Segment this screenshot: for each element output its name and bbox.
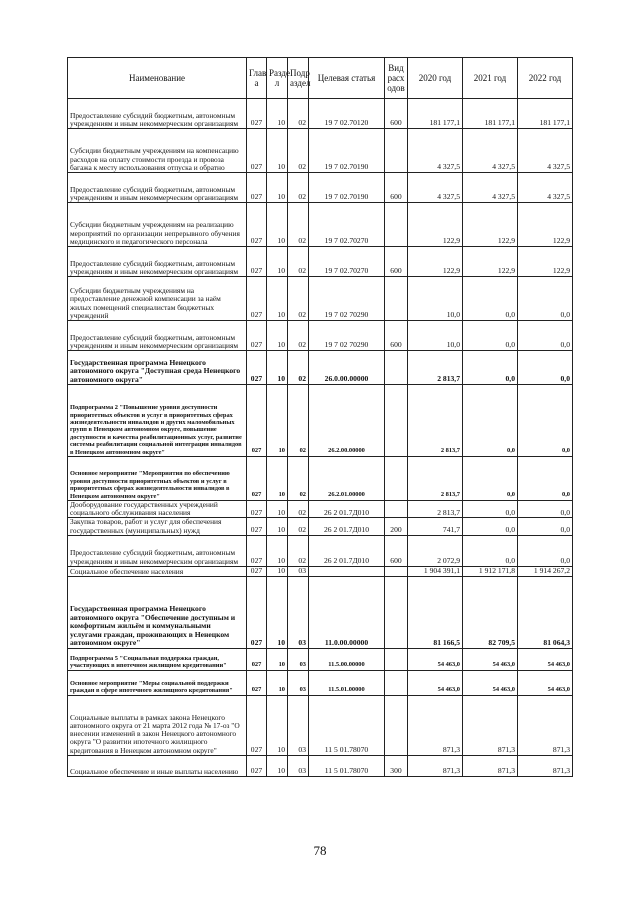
cell-podrazdel: 02 [288,247,309,277]
cell-razdel: 10 [267,173,288,203]
cell-vid [385,203,408,247]
cell-2020: 10,0 [408,321,463,351]
cell-2021: 0,0 [463,321,518,351]
cell-podrazdel: 02 [288,535,309,566]
cell-razdel: 10 [267,670,288,695]
cell-vid: 600 [385,99,408,129]
cell-2022: 0,0 [518,518,573,535]
cell-razdel: 10 [267,501,288,518]
cell-2022: 0,0 [518,385,573,457]
cell-2022: 4 327,5 [518,129,573,173]
cell-name: Основное мероприятие "Мероприятия по обеспечению уровня доступности приоритетных объектов и услуг в приоритетных сферах жизнедеятельности инвалидов в Ненецком автономном округе" [68,457,247,501]
cell-razdel: 10 [267,566,288,576]
cell-glava: 027 [247,277,267,321]
cell-glava: 027 [247,501,267,518]
cell-2020: 122,9 [408,247,463,277]
cell-razdel: 10 [267,203,288,247]
cell-razdel: 10 [267,576,288,648]
cell-2020: 81 166,5 [408,576,463,648]
cell-vid [385,129,408,173]
cell-podrazdel: 03 [288,695,309,755]
header-name: Наименование [68,58,247,99]
cell-podrazdel: 02 [288,99,309,129]
cell-target: 19 7 02.70120 [309,99,385,129]
cell-name: Предоставление субсидий бюджетным, автономным учреждениям и иным некоммерческим организациям [68,535,247,566]
cell-2021: 82 709,5 [463,576,518,648]
cell-razdel: 10 [267,457,288,501]
cell-target: 19 7 02.70270 [309,203,385,247]
cell-2021: 54 463,0 [463,670,518,695]
cell-target: 11 5 01.78070 [309,755,385,776]
cell-2020: 871,3 [408,695,463,755]
cell-podrazdel: 03 [288,755,309,776]
cell-vid [385,576,408,648]
cell-target: 11.5.01.00000 [309,670,385,695]
header-2021: 2021 год [463,58,518,99]
cell-razdel: 10 [267,518,288,535]
cell-name: Субсидии бюджетным учреждениям на компенсацию расходов на оплату стоимости проезда и провоза багажа к месту использования отпуска и обратно [68,129,247,173]
cell-podrazdel: 03 [288,566,309,576]
cell-2020: 2 072,9 [408,535,463,566]
table-row [68,501,573,518]
cell-vid [385,566,408,576]
header-glava: Глав а [247,58,267,99]
cell-2021: 181 177,1 [463,99,518,129]
cell-name: Дооборудование государственных учреждений социального обслуживания населения [68,501,247,518]
cell-2020: 2 813,7 [408,385,463,457]
header-2020: 2020 год [408,58,463,99]
cell-2020: 2 813,7 [408,457,463,501]
table-header-row [68,58,573,99]
cell-name: Подпрограмма 2 "Повышение уровня доступности приоритетных объектов и услуг в приоритетных сферах жизнедеятельности инвалидов и других маломобильных групп в Ненецком автономном округе, повышение доступности и качества реабилитационных услуг, развитие системы реабилитации социальной интеграции инвалидов в Ненецком автономном округе" [68,385,247,457]
header-podrazdel: Подр аздел [288,58,309,99]
cell-vid: 200 [385,518,408,535]
cell-razdel: 10 [267,247,288,277]
cell-target: 19 7 02.70190 [309,173,385,203]
cell-name: Государственная программа Ненецкого автономного округа "Доступная среда Ненецкого автономного округа" [68,351,247,385]
cell-razdel: 10 [267,535,288,566]
cell-name: Социальные выплаты в рамках закона Ненецкого автономного округа от 21 марта 2012 года № 17-оз "О внесении изменений в закон Ненецкого автономного округа "О развитии ипотечного жилищного кредитования в Ненецком автономном округе" [68,695,247,755]
cell-razdel: 10 [267,695,288,755]
cell-name: Предоставление субсидий бюджетным, автономным учреждениям и иным некоммерческим организациям [68,247,247,277]
cell-glava: 027 [247,648,267,670]
table-row [68,566,573,576]
cell-podrazdel: 03 [288,670,309,695]
cell-2021: 0,0 [463,385,518,457]
cell-2022: 122,9 [518,203,573,247]
cell-vid: 600 [385,321,408,351]
cell-vid [385,670,408,695]
cell-glava: 027 [247,755,267,776]
cell-name: Основное мероприятие "Меры социальной поддержки граждан в сфере ипотечного жилищного кредитования" [68,670,247,695]
cell-name: Предоставление субсидий бюджетным, автономным учреждениям и иным некоммерческим организациям [68,173,247,203]
cell-2020: 1 904 391,1 [408,566,463,576]
cell-target: 26.2.00.00000 [309,385,385,457]
table-row [68,277,573,321]
cell-name: Предоставление субсидий бюджетным, автономным учреждениям и иным некоммерческим организациям [68,99,247,129]
cell-2020: 871,3 [408,755,463,776]
header-vid: Вид расх одов [385,58,408,99]
cell-podrazdel: 02 [288,385,309,457]
cell-glava: 027 [247,566,267,576]
cell-2021: 0,0 [463,277,518,321]
cell-2020: 741,7 [408,518,463,535]
table-row [68,99,573,129]
cell-vid [385,385,408,457]
cell-vid: 600 [385,247,408,277]
cell-2022: 1 914 267,2 [518,566,573,576]
cell-2020: 4 327,5 [408,173,463,203]
cell-2021: 4 327,5 [463,173,518,203]
table-row [68,518,573,535]
cell-vid [385,277,408,321]
budget-table [67,57,573,777]
cell-glava: 027 [247,129,267,173]
cell-podrazdel: 03 [288,648,309,670]
cell-2021: 4 327,5 [463,129,518,173]
cell-glava: 027 [247,247,267,277]
cell-target: 26.2.01.00000 [309,457,385,501]
table-row [68,457,573,501]
cell-podrazdel: 02 [288,277,309,321]
cell-2022: 871,3 [518,695,573,755]
cell-razdel: 10 [267,321,288,351]
cell-vid: 600 [385,173,408,203]
cell-2021: 0,0 [463,501,518,518]
cell-razdel: 10 [267,129,288,173]
cell-2022: 0,0 [518,277,573,321]
cell-target: 26 2 01.7Д010 [309,501,385,518]
cell-name: Социальное обеспечение и иные выплаты населению [68,755,247,776]
cell-target: 19 7 02 70290 [309,321,385,351]
table-row [68,351,573,385]
cell-2021: 0,0 [463,351,518,385]
table-row [68,670,573,695]
cell-name: Субсидии бюджетным учреждениям на предоставление денежной компенсации за наём жилых помещений специалистам бюджетных учреждений [68,277,247,321]
cell-target: 11.5.00.00000 [309,648,385,670]
cell-podrazdel: 02 [288,351,309,385]
cell-name: Подпрограмма 5 "Социальная поддержка граждан, участвующих в ипотечном жилищном кредитовании" [68,648,247,670]
cell-razdel: 10 [267,99,288,129]
cell-podrazdel: 02 [288,321,309,351]
cell-podrazdel: 02 [288,203,309,247]
cell-2022: 181 177,1 [518,99,573,129]
cell-target: 19 7 02.70270 [309,247,385,277]
table-row [68,321,573,351]
table-row [68,173,573,203]
cell-2022: 81 064,3 [518,576,573,648]
cell-2020: 122,9 [408,203,463,247]
table-row [68,129,573,173]
cell-glava: 027 [247,576,267,648]
cell-glava: 027 [247,695,267,755]
table-row [68,385,573,457]
cell-target [309,566,385,576]
cell-vid [385,501,408,518]
cell-2020: 2 813,7 [408,501,463,518]
cell-2020: 4 327,5 [408,129,463,173]
cell-2022: 122,9 [518,247,573,277]
cell-razdel: 10 [267,277,288,321]
table-row [68,247,573,277]
cell-vid [385,648,408,670]
cell-2021: 1 912 171,8 [463,566,518,576]
cell-2022: 871,3 [518,755,573,776]
cell-name: Социальное обеспечение населения [68,566,247,576]
cell-2021: 122,9 [463,203,518,247]
cell-vid: 300 [385,755,408,776]
cell-glava: 027 [247,351,267,385]
cell-2021: 54 463,0 [463,648,518,670]
cell-target: 26 2 01.7Д010 [309,518,385,535]
cell-2022: 0,0 [518,535,573,566]
table-body [68,99,573,777]
cell-podrazdel: 02 [288,501,309,518]
cell-2021: 0,0 [463,457,518,501]
cell-razdel: 10 [267,648,288,670]
cell-2021: 0,0 [463,535,518,566]
cell-2021: 871,3 [463,755,518,776]
header-2022: 2022 год [518,58,573,99]
cell-glava: 027 [247,173,267,203]
table-row [68,203,573,247]
cell-target: 11 5 01.78070 [309,695,385,755]
cell-name: Субсидии бюджетным учреждениям на реализацию мероприятий по организации непрерывного обучения медицинского и педагогического персонала [68,203,247,247]
cell-2022: 0,0 [518,321,573,351]
cell-podrazdel: 02 [288,173,309,203]
cell-2020: 54 463,0 [408,648,463,670]
cell-2022: 0,0 [518,457,573,501]
table-row [68,535,573,566]
cell-glava: 027 [247,535,267,566]
cell-2020: 10,0 [408,277,463,321]
cell-2022: 0,0 [518,501,573,518]
cell-2020: 54 463,0 [408,670,463,695]
cell-glava: 027 [247,99,267,129]
cell-target: 26.0.00.00000 [309,351,385,385]
header-target: Целевая статья [309,58,385,99]
cell-podrazdel: 02 [288,518,309,535]
cell-2022: 54 463,0 [518,648,573,670]
cell-vid [385,351,408,385]
cell-2021: 871,3 [463,695,518,755]
cell-glava: 027 [247,457,267,501]
table-row [68,755,573,776]
cell-name: Государственная программа Ненецкого автономного округа "Обеспечение доступным и комфортным жильём и коммунальными услугами граждан, проживающих в Ненецком автономном округе" [68,576,247,648]
cell-target: 19 7 02.70190 [309,129,385,173]
table-row [68,695,573,755]
cell-2021: 122,9 [463,247,518,277]
cell-vid: 600 [385,535,408,566]
cell-target: 11.0.00.00000 [309,576,385,648]
cell-glava: 027 [247,385,267,457]
cell-2021: 0,0 [463,518,518,535]
cell-podrazdel: 02 [288,129,309,173]
cell-podrazdel: 02 [288,457,309,501]
cell-2022: 4 327,5 [518,173,573,203]
table-row [68,648,573,670]
cell-razdel: 10 [267,385,288,457]
table-row [68,576,573,648]
cell-2022: 54 463,0 [518,670,573,695]
cell-razdel: 10 [267,351,288,385]
cell-2022: 0,0 [518,351,573,385]
cell-razdel: 10 [267,755,288,776]
cell-2020: 2 813,7 [408,351,463,385]
cell-podrazdel: 03 [288,576,309,648]
cell-target: 26 2 01.7Д010 [309,535,385,566]
cell-glava: 027 [247,518,267,535]
cell-2020: 181 177,1 [408,99,463,129]
cell-glava: 027 [247,321,267,351]
cell-target: 19 7 02 70290 [309,277,385,321]
cell-glava: 027 [247,670,267,695]
header-razdel: Разде л [267,58,288,99]
cell-vid [385,695,408,755]
page-number: 78 [313,843,327,858]
cell-name: Предоставление субсидий бюджетным, автономным учреждениям и иным некоммерческим организациям [68,321,247,351]
cell-vid [385,457,408,501]
cell-glava: 027 [247,203,267,247]
cell-name: Закупка товаров, работ и услуг для обеспечения государственных (муниципальных) нужд [68,518,247,535]
